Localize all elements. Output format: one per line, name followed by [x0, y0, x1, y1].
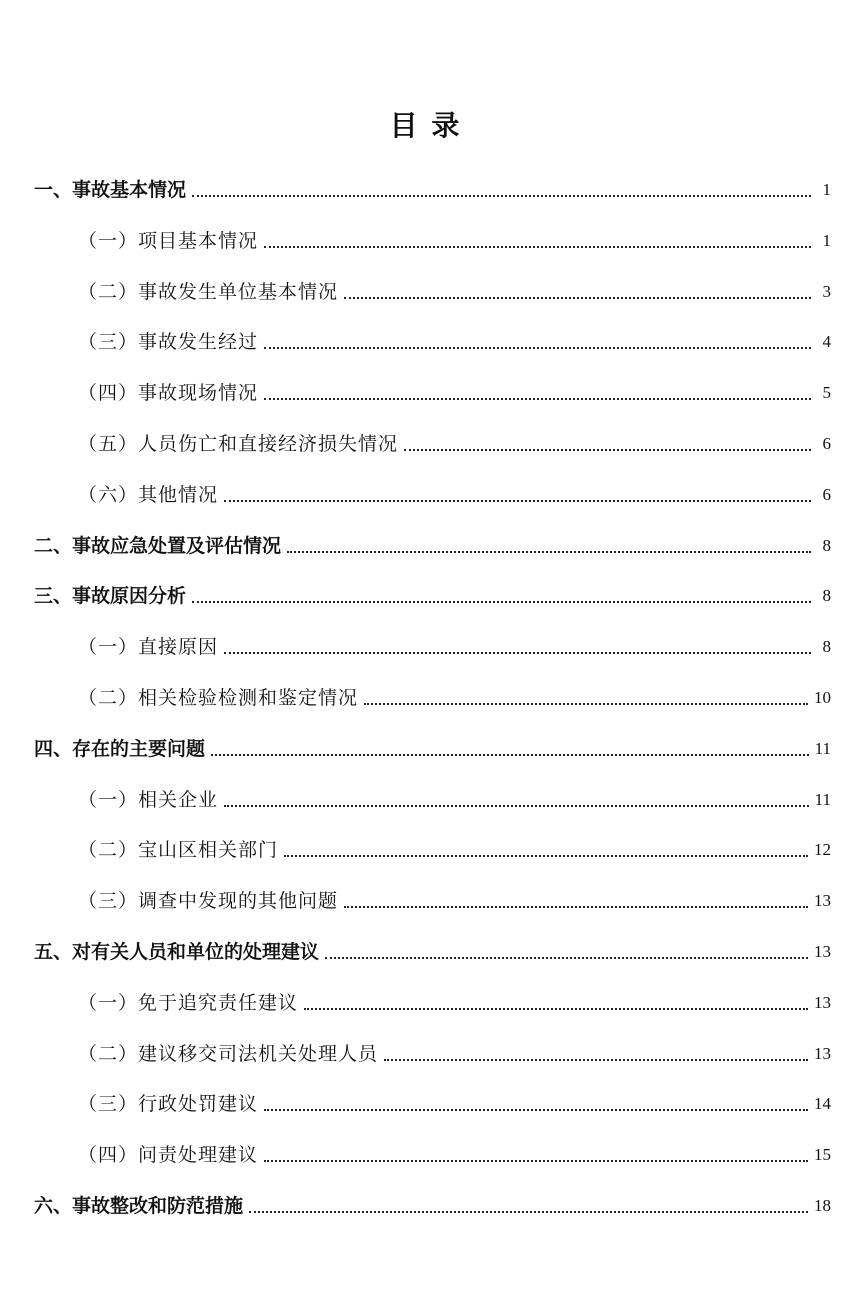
dot-leader: [224, 498, 811, 502]
dot-leader: [344, 904, 808, 908]
toc-entry-label: （二）建议移交司法机关处理人员: [78, 1042, 379, 1065]
toc-entry-label: 六、事故整改和防范措施: [34, 1195, 244, 1217]
dot-leader: [384, 1057, 808, 1061]
toc-entry-page: 6: [822, 484, 831, 504]
toc-entry-label: 三、事故原因分析: [34, 585, 187, 608]
toc-entry-page: 13: [814, 942, 831, 961]
toc-entry-page: 13: [814, 992, 831, 1012]
toc-entry-label: （一）相关企业: [78, 788, 219, 811]
toc-entry-label: （二）宝山区相关部门: [78, 839, 279, 862]
toc-entry[interactable]: [78, 270, 831, 306]
toc-entry[interactable]: [78, 219, 831, 255]
dot-leader: [211, 752, 809, 756]
toc-entry[interactable]: [78, 828, 831, 864]
dot-leader: [264, 1158, 808, 1162]
toc-entry-label: 二、事故应急处置及评估情况: [34, 534, 282, 557]
toc-entry[interactable]: [78, 879, 831, 915]
toc-entry-page: 1: [822, 230, 831, 250]
toc-entry[interactable]: [34, 524, 831, 560]
dot-leader: [224, 650, 811, 654]
dot-leader: [192, 599, 811, 603]
dot-leader: [264, 396, 811, 400]
toc-entry-label: （三）事故发生经过: [78, 331, 259, 354]
dot-leader: [404, 447, 811, 451]
toc-entry-label: 四、存在的主要问题: [34, 737, 206, 760]
toc-entry-page: 14: [814, 1094, 831, 1114]
dot-leader: [192, 193, 811, 197]
toc-entry-label: （三）调查中发现的其他问题: [78, 890, 339, 913]
toc-entry[interactable]: [34, 574, 831, 610]
toc-title: 目 录: [389, 109, 462, 142]
toc-entry[interactable]: [78, 1082, 831, 1118]
toc-entry-page: 11: [814, 789, 831, 809]
toc-entry-page: 6: [822, 434, 831, 453]
toc-entry-page: 11: [814, 738, 831, 758]
toc-entry-label: （一）直接原因: [78, 636, 219, 659]
toc-entry[interactable]: [78, 676, 831, 712]
dot-leader: [325, 955, 808, 959]
toc-entry-page: 13: [814, 1043, 831, 1063]
dot-leader: [344, 295, 811, 299]
toc-entry[interactable]: [34, 727, 831, 763]
toc-entry[interactable]: [34, 168, 831, 204]
toc-entry-page: 15: [814, 1145, 831, 1165]
toc-entry-page: 4: [822, 332, 831, 352]
toc-entry-label: （一）项目基本情况: [78, 229, 259, 252]
toc-entry-label: （二）事故发生单位基本情况: [78, 280, 339, 303]
toc-entry-page: 12: [814, 840, 831, 860]
toc-entry-page: 8: [822, 535, 831, 555]
toc-entry[interactable]: [78, 422, 831, 458]
toc-entry-label: （四）问责处理建议: [78, 1144, 259, 1167]
dot-leader: [249, 1209, 808, 1213]
toc-entry[interactable]: [78, 1133, 831, 1169]
dot-leader: [364, 701, 808, 705]
toc-entry-label: （六）其他情况: [78, 483, 219, 506]
toc-entry[interactable]: [78, 778, 831, 814]
toc-entry[interactable]: [78, 473, 831, 509]
toc-entry-page: 8: [822, 586, 831, 606]
toc-entry-page: 5: [822, 383, 831, 403]
dot-leader: [264, 345, 811, 349]
dot-leader: [264, 1107, 808, 1111]
dot-leader: [224, 803, 809, 807]
toc-entry-page: 13: [814, 891, 831, 911]
toc-entry-page: 8: [822, 637, 831, 657]
dot-leader: [304, 1006, 808, 1010]
dot-leader: [287, 549, 811, 553]
toc-entry-label: （五）人员伤亡和直接经济损失情况: [78, 433, 399, 455]
toc-entry-label: 五、对有关人员和单位的处理建议: [34, 941, 320, 963]
toc-entry-page: 1: [822, 180, 831, 199]
toc-entry[interactable]: [78, 371, 831, 407]
toc-entry[interactable]: [78, 981, 831, 1017]
toc-entry-page: 18: [814, 1196, 831, 1215]
toc-entry[interactable]: [78, 1032, 831, 1068]
toc-entry[interactable]: [78, 625, 831, 661]
toc-entry-label: （三）行政处罚建议: [78, 1093, 259, 1116]
toc-entry[interactable]: [34, 1184, 831, 1220]
dot-leader: [284, 853, 808, 857]
toc-entry[interactable]: [78, 320, 831, 356]
toc-entry[interactable]: [34, 930, 831, 966]
toc-entry-label: （二）相关检验检测和鉴定情况: [78, 687, 359, 709]
toc-entry-page: 3: [822, 281, 831, 301]
toc-entry-label: （一）免于追究责任建议: [78, 991, 299, 1014]
toc-entry-label: （四）事故现场情况: [78, 382, 259, 405]
toc-entry-page: 10: [814, 688, 831, 707]
dot-leader: [264, 244, 811, 248]
toc-entry-label: 一、事故基本情况: [34, 179, 187, 201]
